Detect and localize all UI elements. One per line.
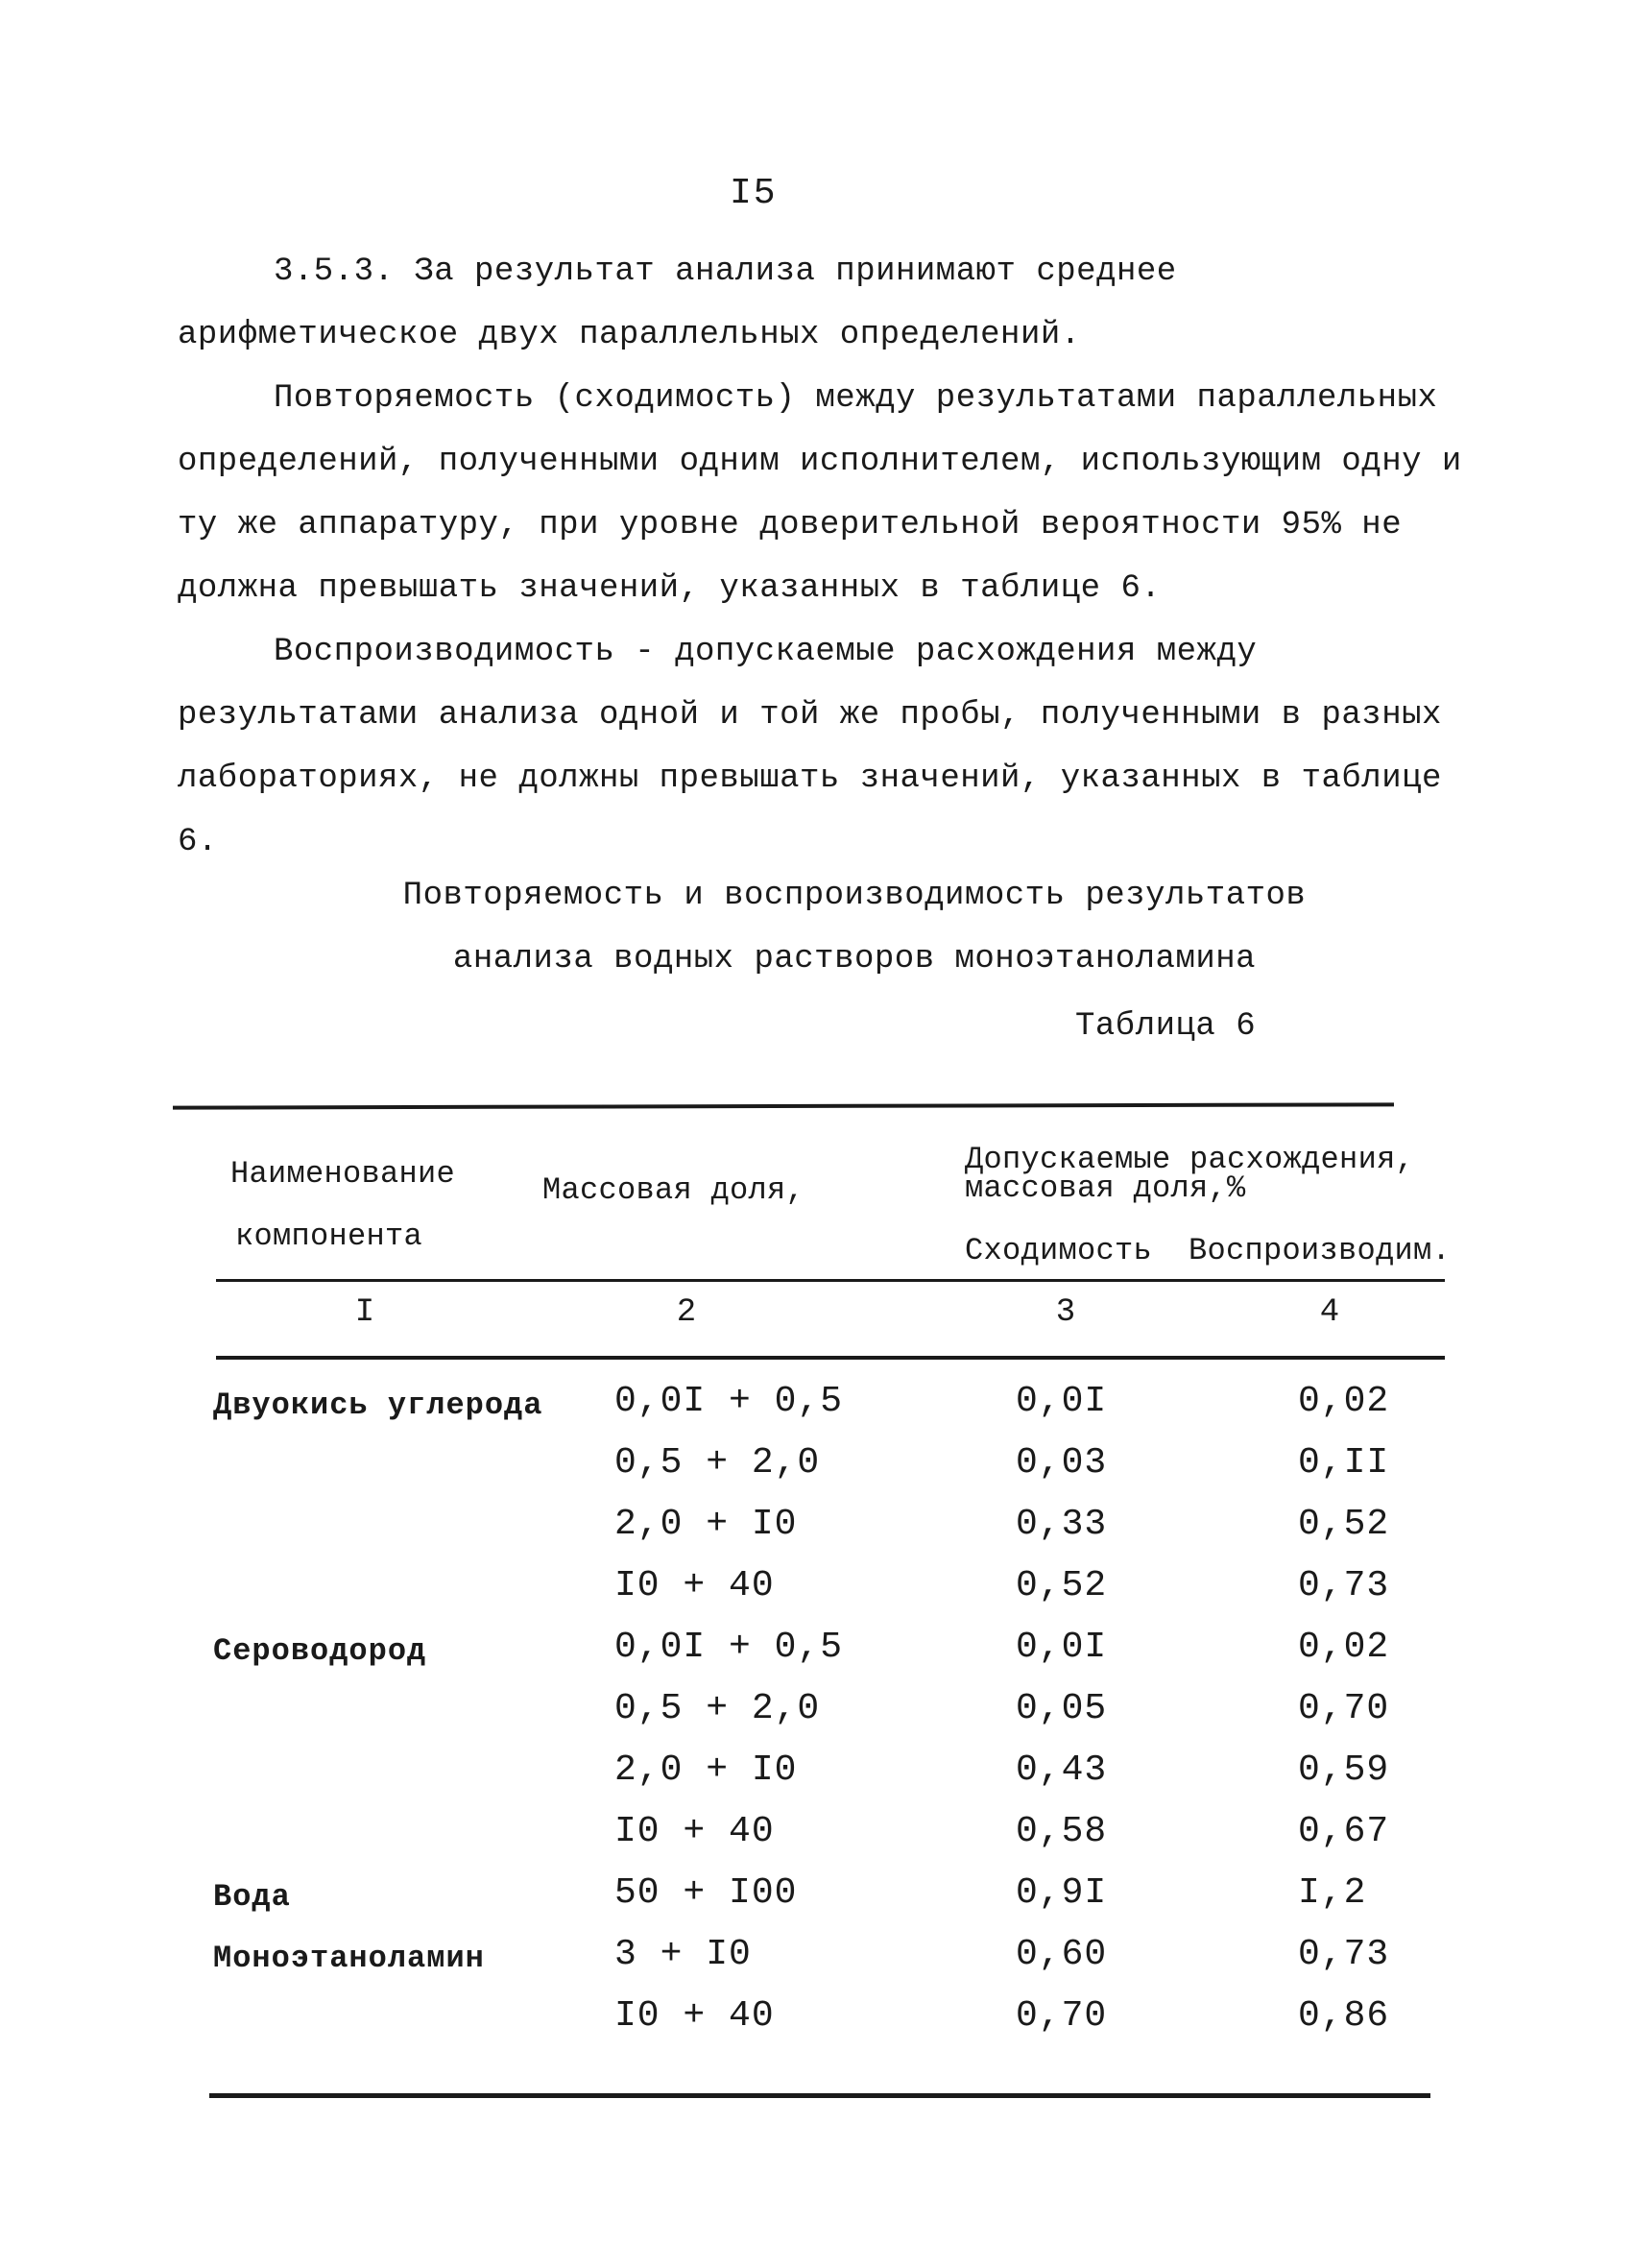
table-bottom-rule <box>209 2093 1430 2098</box>
page-number: I5 <box>730 173 778 214</box>
cell-reproducibility: 0,86 <box>1298 1995 1390 2037</box>
cell-component-name: Двуокись углерода <box>213 1387 543 1423</box>
cell-convergence: 0,52 <box>1016 1565 1108 1606</box>
cell-mass-fraction: 0,5 + 2,0 <box>614 1442 821 1484</box>
header-reproducibility: Воспроизводим. <box>1189 1233 1452 1268</box>
cell-mass-fraction: 0,5 + 2,0 <box>614 1688 821 1729</box>
column-number-rule <box>216 1356 1445 1360</box>
cell-reproducibility: 0,52 <box>1298 1504 1390 1545</box>
paragraph-3-5-3: 3.5.3. За результат анализа принимают среднее арифметическое двух параллельных определений. <box>178 253 1177 353</box>
cell-reproducibility: 0,II <box>1298 1442 1390 1484</box>
table-label: Таблица 6 <box>1075 1008 1257 1045</box>
table-top-rule <box>173 1102 1394 1109</box>
header-mass-fraction: Массовая доля, <box>542 1172 805 1208</box>
cell-reproducibility: 0,70 <box>1298 1688 1390 1729</box>
header-convergence: Сходимость <box>965 1233 1153 1268</box>
cell-convergence: 0,60 <box>1016 1934 1108 1975</box>
header-name-line1: Наименование <box>230 1156 456 1192</box>
cell-mass-fraction: 2,0 + I0 <box>614 1749 798 1791</box>
cell-mass-fraction: I0 + 40 <box>614 1565 775 1606</box>
cell-mass-fraction: I0 + 40 <box>614 1811 775 1852</box>
header-deviation-line1: Допускаемые расхождения, <box>965 1142 1415 1177</box>
paragraph-repeatability: Повторяемость (сходимость) между результатами параллельных определений, полученными одним исполнителем, использующим одну и ту же аппаратуру, при уровне доверительной вероятности 95% не должна превышать значений, указанных в таблице 6. <box>178 380 1462 607</box>
header-rule <box>216 1279 1445 1282</box>
cell-reproducibility: 0,73 <box>1298 1934 1390 1975</box>
cell-reproducibility: 0,02 <box>1298 1627 1390 1668</box>
cell-mass-fraction: 2,0 + I0 <box>614 1504 798 1545</box>
cell-component-name: Моноэтаноламин <box>213 1941 485 1976</box>
column-number: 3 <box>1055 1294 1076 1331</box>
cell-mass-fraction: 0,0I + 0,5 <box>614 1381 844 1422</box>
cell-convergence: 0,43 <box>1016 1749 1108 1791</box>
cell-component-name: Сероводород <box>213 1633 427 1669</box>
cell-convergence: 0,70 <box>1016 1995 1108 2037</box>
column-number: 4 <box>1319 1294 1340 1331</box>
cell-convergence: 0,33 <box>1016 1504 1108 1545</box>
cell-convergence: 0,03 <box>1016 1442 1108 1484</box>
cell-convergence: 0,58 <box>1016 1811 1108 1852</box>
header-deviation-line2: массовая доля,% <box>965 1170 1246 1206</box>
table-caption-line2: анализа водных растворов моноэтаноламина <box>452 941 1257 977</box>
table-caption <box>288 864 1421 991</box>
cell-reproducibility: 0,59 <box>1298 1749 1390 1791</box>
cell-reproducibility: 0,67 <box>1298 1811 1390 1852</box>
cell-convergence: 0,9I <box>1016 1872 1108 1914</box>
cell-reproducibility: 0,73 <box>1298 1565 1390 1606</box>
column-number: 2 <box>676 1294 697 1331</box>
cell-convergence: 0,05 <box>1016 1688 1108 1729</box>
paragraph-reproducibility: Воспроизводимость - допускаемые расхождения между результатами анализа одной и той же пробы, полученными в разных лабораториях, не должны превышать значений, указанных в таблице 6. <box>178 634 1442 860</box>
cell-mass-fraction: 0,0I + 0,5 <box>614 1627 844 1668</box>
header-name-line2: компонента <box>235 1218 423 1254</box>
column-number: I <box>354 1294 375 1331</box>
cell-convergence: 0,0I <box>1016 1381 1108 1422</box>
cell-mass-fraction: 50 + I00 <box>614 1872 798 1914</box>
cell-mass-fraction: I0 + 40 <box>614 1995 775 2037</box>
cell-reproducibility: I,2 <box>1298 1872 1367 1914</box>
cell-mass-fraction: 3 + I0 <box>614 1934 752 1975</box>
table-caption-line1: Повторяемость и воспроизводимость результатов <box>402 878 1307 914</box>
cell-component-name: Вода <box>213 1879 291 1915</box>
cell-reproducibility: 0,02 <box>1298 1381 1390 1422</box>
cell-convergence: 0,0I <box>1016 1627 1108 1668</box>
